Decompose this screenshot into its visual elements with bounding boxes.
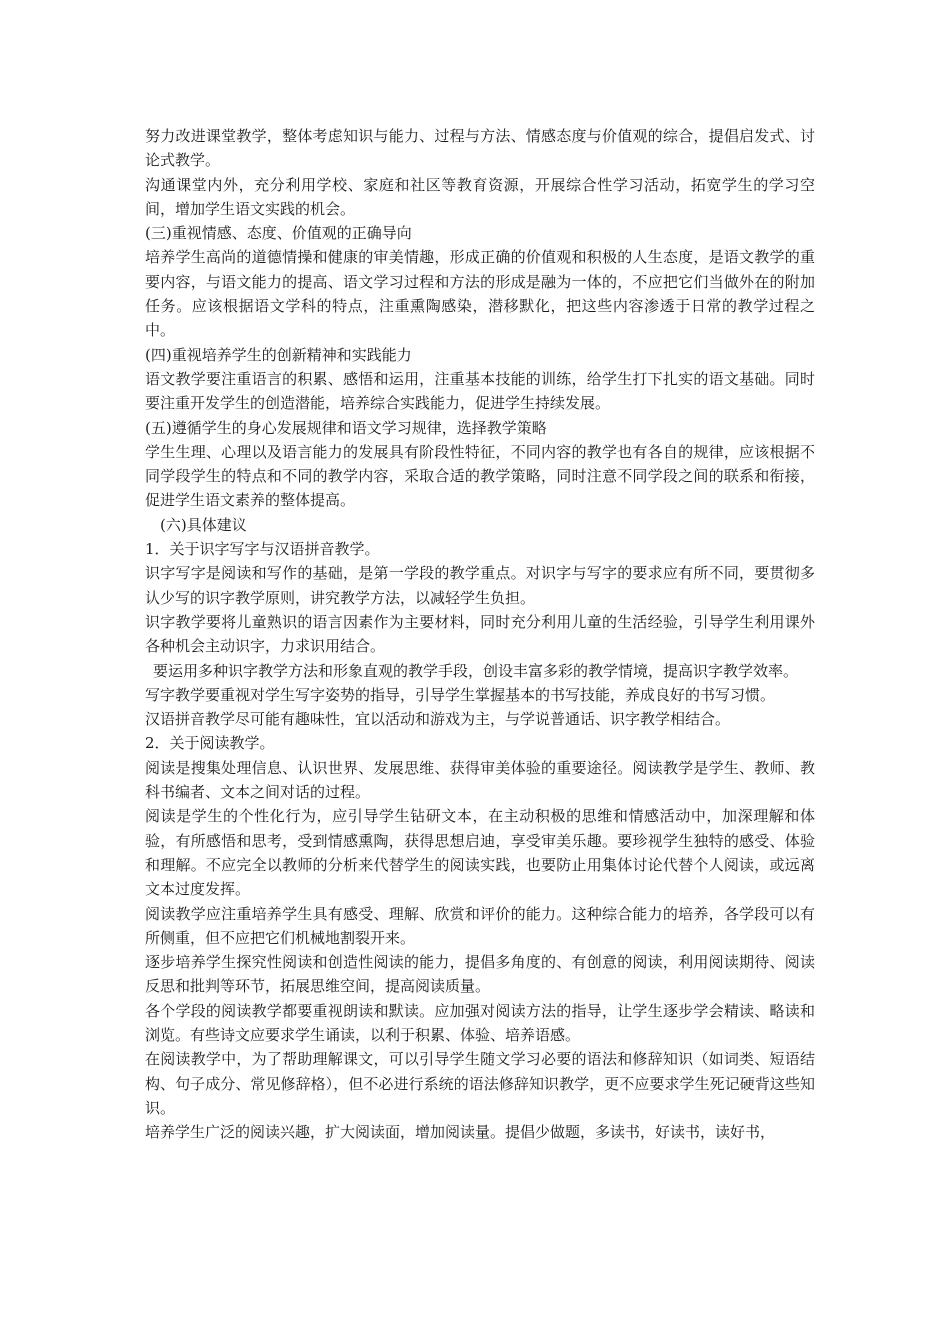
section-heading: (六)具体建议 [160, 515, 247, 534]
subsection-heading: 1．关于识字写字与汉语拼音教学。 [145, 540, 380, 559]
paragraph: 各个学段的阅读教学都要重视朗读和默读。应加强对阅读方法的指导，让学生逐步学会精读、略读和浏览。有些诗文应要求学生诵读，以利于积累、体验、培养语感。 [145, 1001, 815, 1044]
paragraph: 学生生理、心理以及语言能力的发展具有阶段性特征，不同内容的教学也有各自的规律，应该根据不同学段学生的特点和不同的教学内容，采取合适的教学策略，同时注意不同学段之间的联系和衔接，促进学生语文素养的整体提高。 [145, 442, 815, 510]
subsection-heading: 2．关于阅读教学。 [145, 734, 275, 753]
section-heading: (五)遵循学生的身心发展规律和语文学习规律，选择教学策略 [145, 418, 547, 437]
paragraph: 逐步培养学生探究性阅读和创造性阅读的能力，提倡多角度的、有创意的阅读，利用阅读期待、阅读反思和批判等环节，拓展思维空间，提高阅读质量。 [145, 953, 815, 996]
paragraph: 写字教学要重视对学生写字姿势的指导，引导学生掌握基本的书写技能，养成良好的书写习惯。 [145, 685, 776, 704]
paragraph: 阅读是学生的个性化行为，应引导学生钻研文本，在主动积极的思维和情感活动中，加深理解和体验，有所感悟和思考，受到情感熏陶，获得思想启迪，享受审美乐趣。要珍视学生独特的感受、体验和理解。不应完全以教师的分析来代替学生的阅读实践，也要防止用集体讨论代替个人阅读，或远离文本过度发挥。 [145, 807, 815, 899]
paragraph: 培养学生广泛的阅读兴趣，扩大阅读面，增加阅读量。提倡少做题，多读书，好读书，读好书， [145, 1123, 776, 1142]
paragraph: 识字教学要将儿童熟识的语言因素作为主要材料，同时充分利用儿童的生活经验，引导学生利用课外各种机会主动识字，力求识用结合。 [145, 612, 815, 656]
paragraph: 汉语拼音教学尽可能有趣味性，宜以活动和游戏为主，与学说普通话、识字教学相结合。 [145, 710, 731, 729]
paragraph: 沟通课堂内外，充分利用学校、家庭和社区等教育资源，开展综合性学习活动，拓宽学生的学习空间，增加学生语文实践的机会。 [145, 175, 815, 218]
section-heading: (三)重视情感、态度、价值观的正确导向 [145, 224, 412, 243]
paragraph: 要运用多种识字教学方法和形象直观的教学手段，创设丰富多彩的教学情境，提高识字教学效率。 [153, 661, 799, 680]
paragraph: 阅读教学应注重培养学生具有感受、理解、欣赏和评价的能力。这种综合能力的培养，各学段可以有所侧重，但不应把它们机械地割裂开来。 [145, 904, 815, 947]
paragraph: 识字写字是阅读和写作的基础，是第一学段的教学重点。对识字与写字的要求应有所不同，要贯彻多认少写的识字教学原则，讲究教学方法，以减轻学生负担。 [145, 564, 815, 607]
section-heading: (四)重视培养学生的创新精神和实践能力 [145, 345, 412, 364]
paragraph: 在阅读教学中，为了帮助理解课文，可以引导学生随文学习必要的语法和修辞知识（如词类、短语结构、句子成分、常见修辞格），但不必进行系统的语法修辞知识教学，更不应要求学生死记硬背这些知识。 [145, 1050, 815, 1117]
paragraph: 努力改进课堂教学，整体考虑知识与能力、过程与方法、情感态度与价值观的综合，提倡启发式、讨论式教学。 [145, 127, 815, 170]
paragraph: 语文教学要注重语言的积累、感悟和运用，注重基本技能的训练，给学生打下扎实的语文基础。同时要注重开发学生的创造潜能，培养综合实践能力，促进学生持续发展。 [145, 369, 815, 413]
paragraph: 培养学生高尚的道德情操和健康的审美情趣，形成正确的价值观和积极的人生态度，是语文教学的重要内容，与语文能力的提高、语文学习过程和方法的形成是融为一体的，不应把它们当做外在的附加任务。应该根据语文学科的特点，注重熏陶感染，潜移默化，把这些内容渗透于日常的教学过程之中。 [145, 248, 815, 340]
document-body [145, 124, 815, 1144]
paragraph: 阅读是搜集处理信息、认识世界、发展思维、获得审美体验的重要途径。阅读教学是学生、教师、教科书编者、文本之间对话的过程。 [145, 758, 815, 802]
